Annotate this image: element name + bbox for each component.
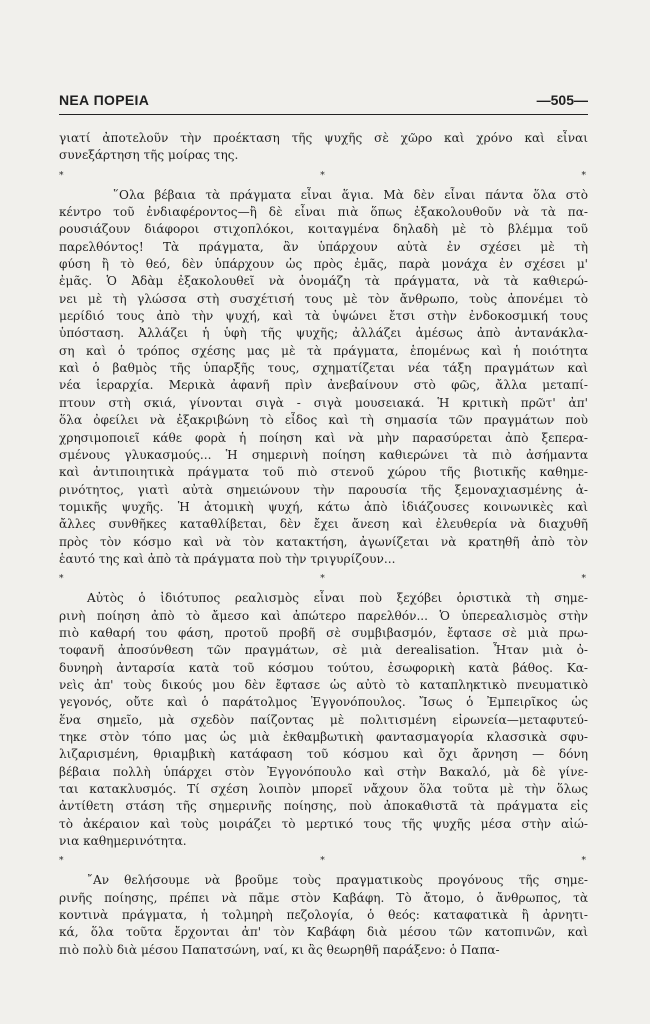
section-separator: * * * <box>59 856 588 867</box>
text-line: ρουσιάζουν διάφοροι στιχοπλόκοι, κοιταγμένα δηλαδὴ μὲ τὸ βλέμμα τοῦ <box>59 222 588 237</box>
text-line: ἐμᾶς. Ὁ Ἀδὰμ ἐξακολουθεῖ νὰ ὀνομάζη τὰ πράγματα, νὰ τὰ καθιερώ- <box>59 274 588 289</box>
journal-title: ΝΕΑ ΠΟΡΕΙΑ <box>59 92 150 108</box>
text-line: ἕνα σημεῖο, μὰ σχεδὸν παίζοντας μὲ πολιτισμένη εἰρωνεία—μεταφυτεύ- <box>59 712 588 727</box>
text-line: βέβαια πολλὴ ὑπάρχει στὸν Ἐγγονόπουλο καὶ στὴν Βακαλό, μὰ δὲ γίνε- <box>59 764 588 779</box>
text-line: κά, ὅλα τοῦτα ἔρχονται ἀπ' τὸν Καβάφη διὰ μέσου τῶν κατοπινῶν, καὶ <box>59 925 588 940</box>
text-line: χρησιμοποιεῖ κάθε φορὰ ἡ ποίηση καὶ νὰ μὴν παρασύρεται ἀπὸ ξεπερα- <box>59 430 588 445</box>
paragraph <box>59 872 588 959</box>
text-line: ρινότητος, γιατὶ αὐτὰ σημειώνουν τὴν παρουσία τῆς ξεμοναχιασμένης ἀ- <box>59 482 588 497</box>
section-separator: * * * <box>59 574 588 585</box>
text-line: Αὐτὸς ὁ ἰδιότυπος ρεαλισμὸς εἶναι ποὺ ξεχόβει ὁριστικὰ τὴ σημε- <box>87 591 588 606</box>
text-line: τοφανῆ ἀποσύνθεση τῶν πραγμάτων, σὲ μιὰ derealisation. Ἦταν μιὰ ὀ- <box>59 643 588 658</box>
text-line: πρὸς τὸν κόσμο καὶ νὰ τὸν κατακτήση, ἀγωνίζεται νὰ κρατηθῆ ἀπὸ τὸν <box>59 534 588 549</box>
paragraph <box>59 130 588 165</box>
text-line: πιὸ καθαρή του φάση, προτοῦ προβῆ σὲ συμβιβασμόν, ἔφτασε σὲ μιὰ πρω- <box>59 625 588 640</box>
text-line: ὑπόσταση. Ἀλλάζει ἡ ὑφὴ τῆς ψυχῆς; ἀλλάζει ἀμέσως ἀπὸ ἀντανάκλα- <box>59 326 588 341</box>
text-line: φύση ἢ τὸ θεό, δὲν ὑπάρχουν ὡς πρὸς ἐμᾶς, παρὰ μονάχα ἐν σχέσει μ' <box>59 257 588 272</box>
text-line: ἀντίθετη στάση τῆς σημερινῆς ποίησης, ποὺ ἀποκαθιστᾶ τὰ πράγματα εἰς <box>59 799 588 814</box>
text-line: καὶ ἀντιποιητικὰ πράγματα τοῦ πιὸ στενοῦ χώρου τῆς βιοτικῆς καθημε- <box>59 465 588 480</box>
text-line: τομικῆς ψυχῆς. Ἡ ἀτομικὴ ψυχή, κάτω ἀπὸ ἰδιάζουσες κοινωνικὲς καὶ <box>59 499 588 514</box>
text-line: ἑαυτό της καὶ ἀπὸ τὰ πράγματα ποὺ τὴν τριγυρίζουν... <box>59 551 396 566</box>
text-line: νει μὲ τὴ γλώσσα στὴ συσχέτισή τους μὲ τὸν ἄνθρωπο, τοὺς ἀπονέμει τὸ <box>59 291 588 306</box>
text-line: ται κατακλυσμός. Τί σχέση λοιπὸν μπορεῖ νἄχουν ὅλα τοῦτα μὲ τὴν ὅλως <box>59 782 588 797</box>
text-line: κοντινὰ πράγματα, ἡ τολμηρὴ πεζολογία, ὁ θεός: καταφατικὰ ἢ ἀρνητι- <box>59 908 588 923</box>
text-line: ἄλλες συνθῆκες καταθλίβεται, δὲν ἔχει ἄνεση καὶ ἐλευθερία νὰ διαχυθῆ <box>59 517 588 532</box>
text-line: γιατί ἀποτελοῦν τὴν προέκταση τῆς ψυχῆς σὲ χῶρο καὶ χρόνο καὶ εἶναι <box>59 131 588 145</box>
text-line: τὸ ἀκέραιον καὶ τοὺς μοιράζει τὸ μερτικό τους τῆς ψυχῆς μέσα στὴν αἰώ- <box>59 816 588 831</box>
text-line: γεγονός, οὔτε καὶ ὁ παράτολμος Ἐγγονόπουλος. Ἴσως ὁ Ἐμπειρῖκος ὡς <box>59 695 588 710</box>
text-line: πτουν στὴ σκιά, γίνονται σιγὰ - σιγὰ μουσειακά. Ἡ κριτικὴ πρῶτ' ἀπ' <box>59 395 588 410</box>
text-line: μερίδιό τους ἀπὸ τὴν ψυχή, καὶ τὰ ὑψώνει ἔτσι στὴν ἐνδοκοσμική τους <box>59 309 588 324</box>
paragraph <box>59 187 588 569</box>
text-line: πιὸ πολὺ διὰ μέσου Παπατσώνη, ναί, κι ἂς θεωρηθῆ παράξενο: ὁ Παπα- <box>59 942 500 957</box>
text-line: ῞Ολα βέβαια τὰ πράγματα εἶναι ἅγια. Μὰ δὲν εἶναι πάντα ὅλα στὸ <box>113 187 588 202</box>
text-line: λιζαρισμένη, θριαμβικὴ κατάφαση τοῦ κόσμου καὶ ὄχι ἄρνηση — δόνη <box>59 747 588 762</box>
text-line: νέα ἱεραρχία. Μερικὰ ἀφανῆ πρὶν ἀνεβαίνουν στὸ φῶς, ἄλλα μεταπί- <box>59 378 588 393</box>
text-line: δυνηρὴ ἀνταρσία κατὰ τοῦ κόσμου τούτου, ἐσωφορικὴ κατὰ βάθος. Κα- <box>59 660 588 675</box>
text-line: νια καθημερινότητα. <box>59 834 187 849</box>
text-line: συνεξάρτηση τῆς μοίρας της. <box>59 148 239 163</box>
article-body <box>59 130 588 959</box>
text-line: ῎Αν θελήσουμε νὰ βροῦμε τοὺς πραγματικοὺς προγόνους τῆς σημε- <box>87 873 588 888</box>
text-line: παρελθόντος! Τὰ πράγματα, ἂν ὑπάρχουν αὐτὰ ἐν σχέσει μὲ τὴ <box>59 239 588 254</box>
text-line: σμένους γλυκασμούς... Ἡ σημερινὴ ποίηση καθιερώνει τὰ πιὸ ἀσήμαντα <box>59 447 588 462</box>
text-line: ρινῆς ποίησης, πρέπει νὰ πᾶμε στὸν Καβάφη. Τὸ ἄτομο, ὁ ἄνθρωπος, τὰ <box>59 890 588 905</box>
text-line: ρινὴ ποίηση ἀπὸ τὸ ἄμεσο καὶ ἀπώτερο παρελθόν... Ὁ ὑπερεαλισμὸς στὴν <box>59 608 588 623</box>
text-line: ση καὶ ὁ τρόπος σχέσης μας μὲ τὰ πράγματα, ἑπομένως καὶ ἡ ποιότητα <box>59 343 588 358</box>
text-line: τηκε στὸν τόπο μας ὡς μιὰ ἐκθαμβωτικὴ φαντασμαγορία κλασσικὰ σφυ- <box>59 730 588 744</box>
text-line: καὶ ὁ βαθμὸς τῆς ὑπαρξῆς τους, σχηματίζεται νέα τάξη πραγμάτων καὶ <box>59 361 588 376</box>
text-line: ὅλα ὀφείλει νὰ ἐξακριβώνη τὸ εἶδος καὶ τὴ σημασία τῶν πραγμάτων ποὺ <box>59 413 588 428</box>
text-line: κέντρο τοῦ ἐνδιαφέροντος—ἢ δὲ εἶναι πιὰ ὅπως ἐξακολουθοῦν νὰ τὰ πα- <box>59 205 588 220</box>
section-separator: * * * <box>59 170 588 181</box>
page-number: —505— <box>536 92 588 108</box>
running-header <box>59 92 588 115</box>
text-line: νεὶς ἀπ' τοὺς δικούς μου δὲν ἔφτασε ὡς αὐτὸ τὸ καταπληκτικὸ πνευματικὸ <box>59 677 588 692</box>
paragraph <box>59 590 588 850</box>
